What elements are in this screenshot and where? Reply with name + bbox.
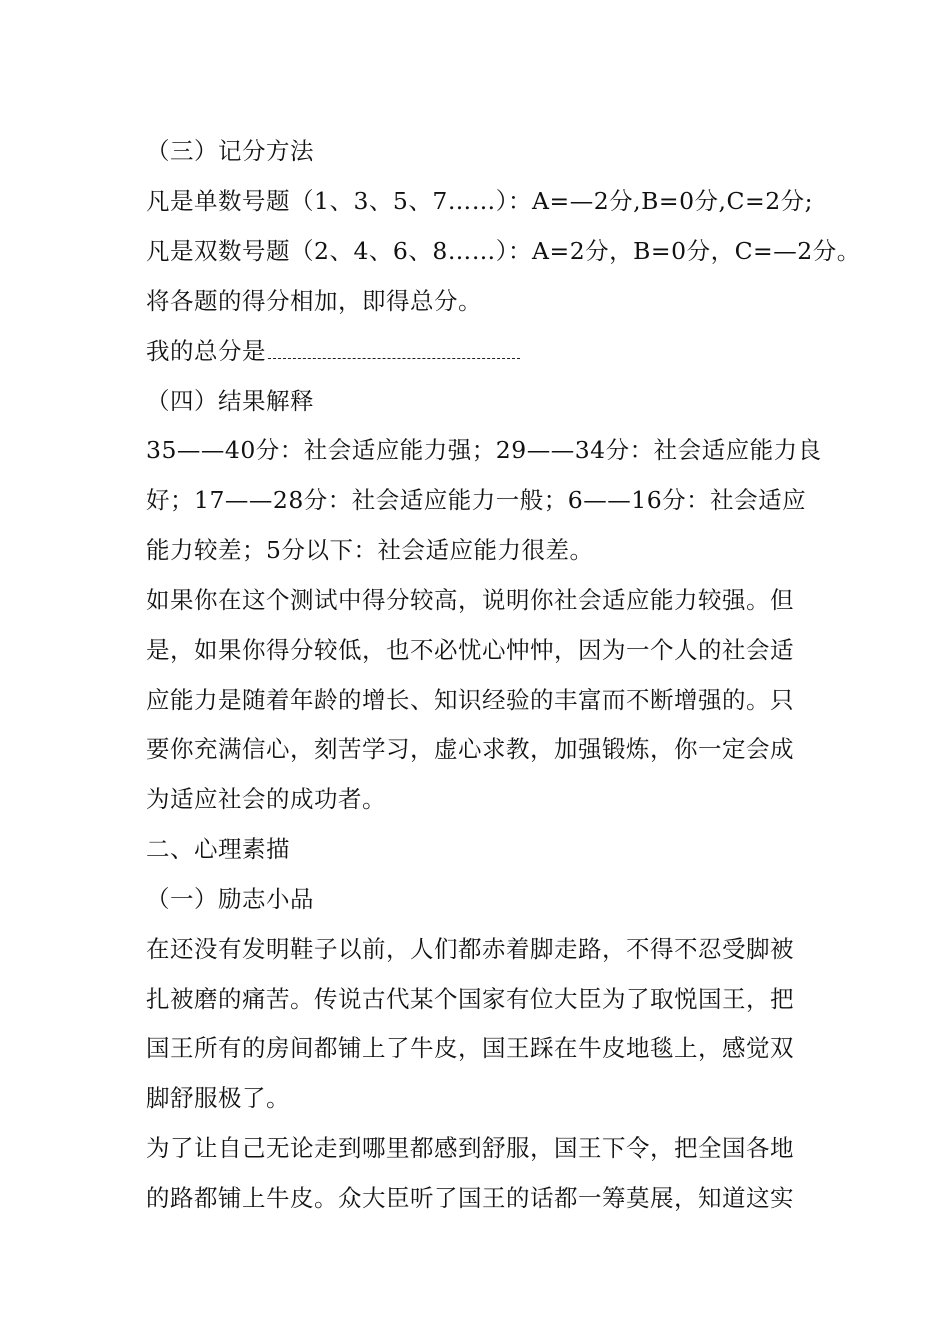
advice-paragraph-line: 如果你在这个测试中得分较高，说明你社会适应能力较强。但 xyxy=(146,586,794,614)
story-paragraph-line: 国王所有的房间都铺上了牛皮，国王踩在牛皮地毯上，感觉双 xyxy=(146,1034,794,1062)
section-heading-results: （四）结果解释 xyxy=(146,387,314,415)
section-heading-psychology: 二、心理素描 xyxy=(146,835,290,863)
advice-paragraph-line: 要你充满信心，刻苦学习，虚心求教，加强锻炼，你一定会成 xyxy=(146,735,794,763)
results-paragraph-line: 35——40分：社会适应能力强；29——34分：社会适应能力良 xyxy=(146,436,822,464)
scoring-odd-rule: 凡是单数号题（1、3、5、7……）：A=—2分,B=0分,C=2分; xyxy=(146,187,814,215)
results-paragraph-line: 能力较差；5分以下：社会适应能力很差。 xyxy=(146,536,594,564)
total-score-label: 我的总分是 xyxy=(146,337,266,365)
story-paragraph-line: 为了让自己无论走到哪里都感到舒服，国王下令，把全国各地 xyxy=(146,1134,794,1162)
scoring-total-rule: 将各题的得分相加，即得总分。 xyxy=(146,287,482,315)
advice-paragraph-line: 为适应社会的成功者。 xyxy=(146,785,386,813)
advice-paragraph-line: 应能力是随着年龄的增长、知识经验的丰富而不断增强的。只 xyxy=(146,686,794,714)
story-paragraph-line: 的路都铺上牛皮。众大臣听了国王的话都一筹莫展，知道这实 xyxy=(146,1184,794,1212)
advice-paragraph-line: 是，如果你得分较低，也不必忧心忡忡，因为一个人的社会适 xyxy=(146,636,794,664)
scoring-even-rule: 凡是双数号题（2、4、6、8……）：A=2分，B=0分，C=—2分。 xyxy=(146,237,861,265)
story-paragraph-line: 扎被磨的痛苦。传说古代某个国家有位大臣为了取悦国王，把 xyxy=(146,985,794,1013)
story-paragraph-line: 脚舒服极了。 xyxy=(146,1084,290,1112)
section-heading-scoring: （三）记分方法 xyxy=(146,137,314,165)
subsection-heading-story: （一）励志小品 xyxy=(146,885,314,913)
story-paragraph-line: 在还没有发明鞋子以前，人们都赤着脚走路，不得不忍受脚被 xyxy=(146,935,794,963)
total-score-line xyxy=(146,336,816,366)
results-paragraph-line: 好；17——28分：社会适应能力一般；6——16分：社会适应 xyxy=(146,486,807,514)
total-score-blank xyxy=(268,340,520,359)
